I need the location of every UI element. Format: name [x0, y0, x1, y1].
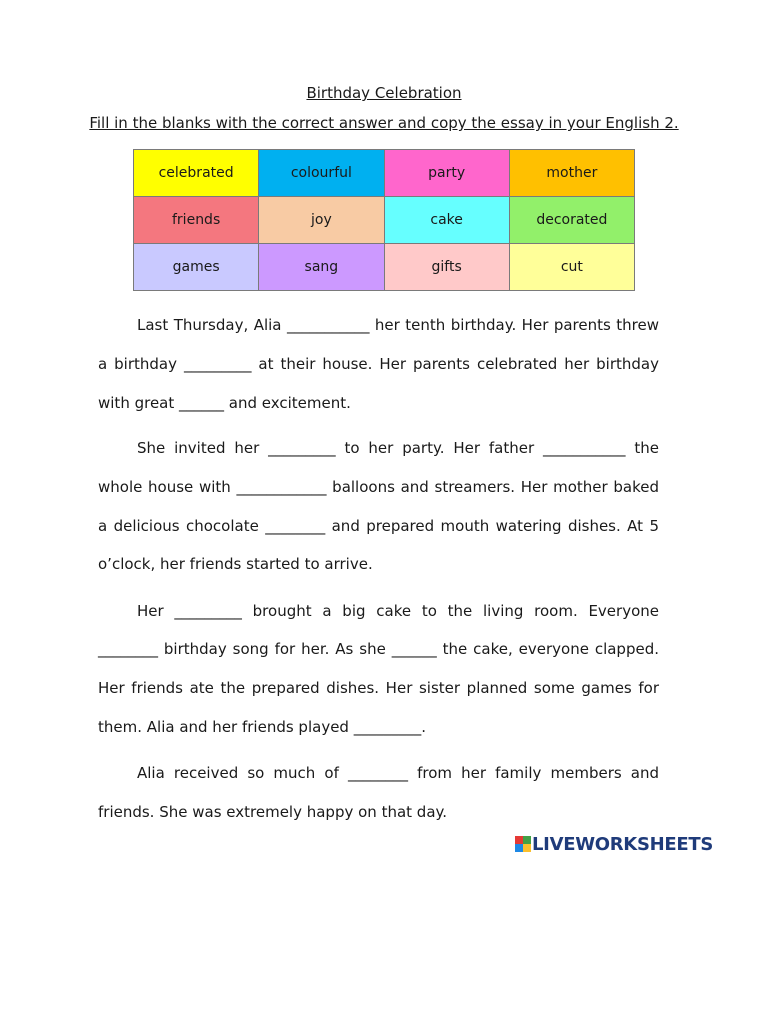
essay-line: a delicious chocolate ________ and prepared mouth watering dishes. At 5: [98, 517, 659, 535]
word-bank-table: [133, 149, 635, 291]
essay-line: Alia received so much of ________ from her family members and: [137, 764, 659, 782]
essay-line: with great ______ and excitement.: [98, 394, 351, 412]
word-bank-cell: cake: [384, 197, 509, 244]
word-bank-cell: decorated: [509, 197, 634, 244]
word-bank-cell: mother: [509, 150, 634, 197]
logo-mark-square: [523, 844, 531, 852]
word-bank-cell: friends: [134, 197, 259, 244]
liveworksheets-logo: [515, 832, 713, 856]
word-bank-cell: joy: [259, 197, 384, 244]
essay-line: Last Thursday, Alia ___________ her tenth birthday. Her parents threw: [137, 316, 659, 334]
essay-line: them. Alia and her friends played _________.: [98, 718, 426, 736]
essay-line: She invited her _________ to her party. Her father ___________ the: [137, 439, 659, 457]
word-bank-cell: games: [134, 244, 259, 291]
word-bank-row: [134, 244, 635, 291]
essay-line: friends. She was extremely happy on that day.: [98, 803, 448, 821]
word-bank-cell: party: [384, 150, 509, 197]
logo-mark-square: [515, 836, 523, 844]
worksheet-title: Birthday Celebration: [306, 84, 462, 102]
logo-mark-square: [515, 844, 523, 852]
word-bank-cell: colourful: [259, 150, 384, 197]
essay-line: a birthday _________ at their house. Her parents celebrated her birthday: [98, 355, 659, 373]
worksheet-instructions: Fill in the blanks with the correct answer and copy the essay in your English 2.: [89, 114, 679, 132]
word-bank-cell: gifts: [384, 244, 509, 291]
essay-line: ________ birthday song for her. As she ______ the cake, everyone clapped.: [98, 640, 659, 658]
liveworksheets-logo-icon: [515, 836, 531, 852]
essay-line: Her _________ brought a big cake to the living room. Everyone: [137, 602, 659, 620]
word-bank-cell: sang: [259, 244, 384, 291]
word-bank-row: [134, 150, 635, 197]
essay-line: Her friends ate the prepared dishes. Her sister planned some games for: [98, 679, 659, 697]
liveworksheets-logo-text: LIVEWORKSHEETS: [532, 833, 714, 855]
word-bank-row: [134, 197, 635, 244]
essay-line: whole house with ____________ balloons and streamers. Her mother baked: [98, 478, 659, 496]
logo-mark-square: [523, 836, 531, 844]
word-bank-cell: celebrated: [134, 150, 259, 197]
word-bank-cell: cut: [509, 244, 634, 291]
essay-line: o’clock, her friends started to arrive.: [98, 555, 373, 573]
